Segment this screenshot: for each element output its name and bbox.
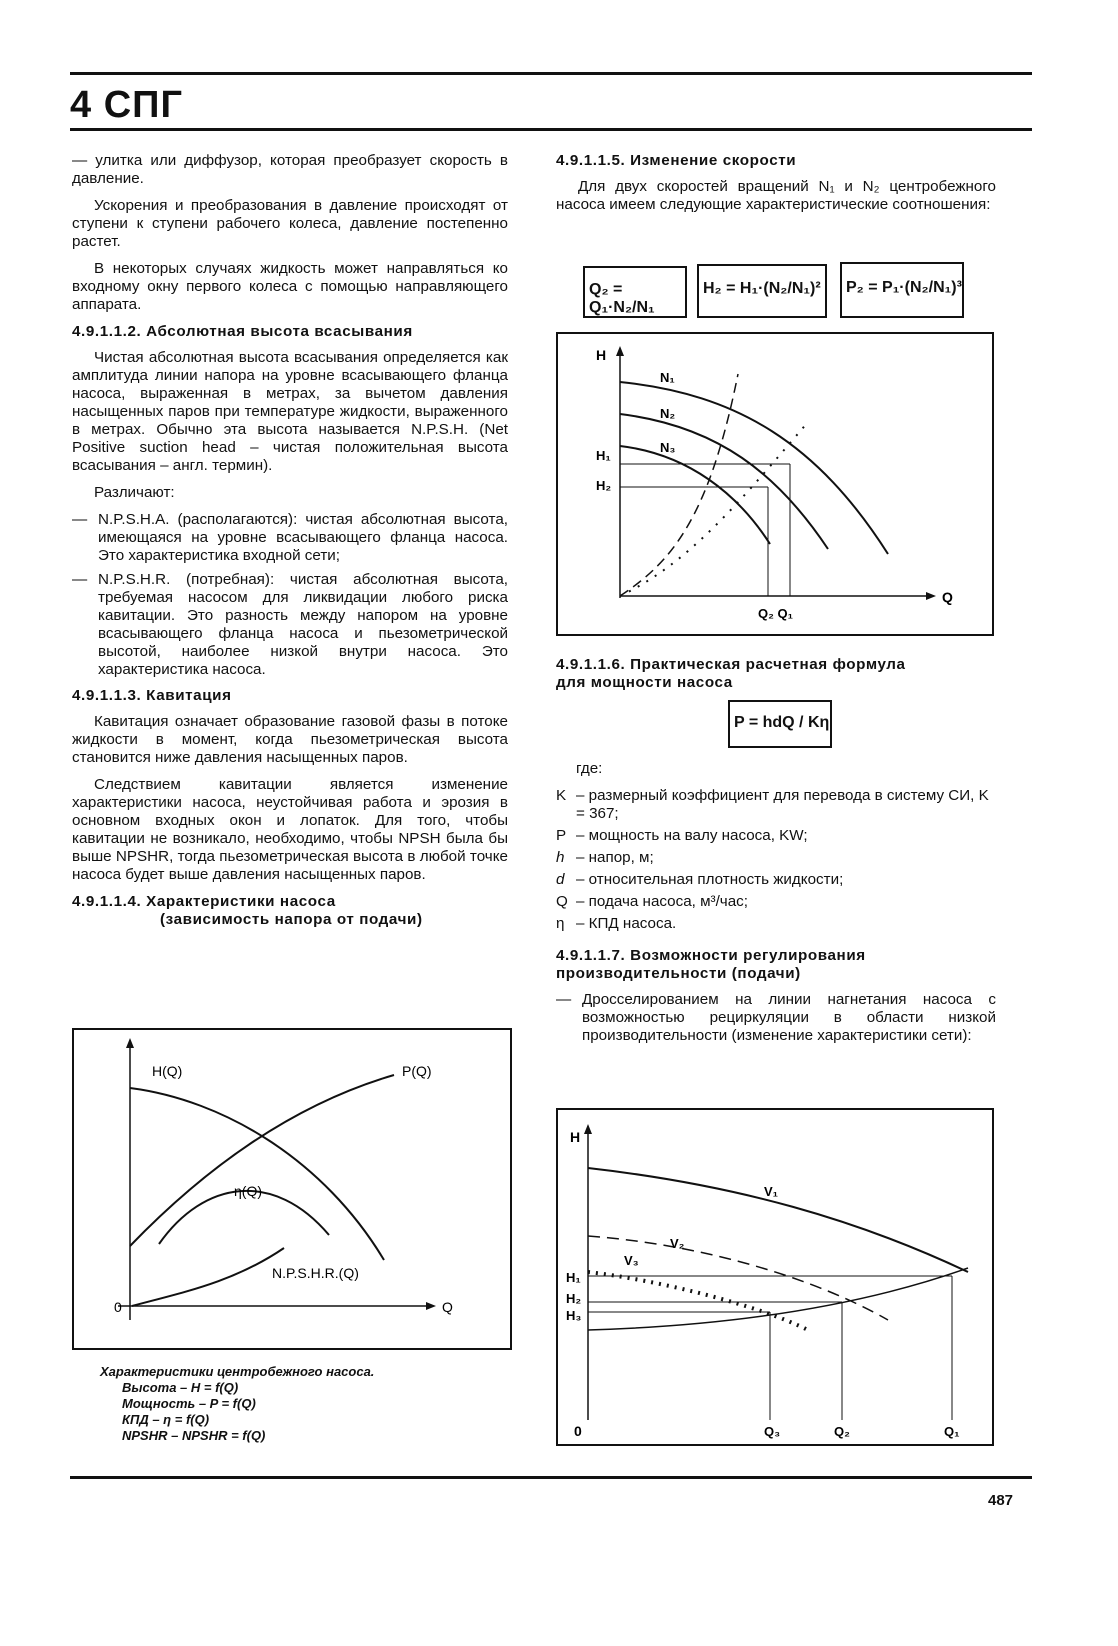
list-item: — N.P.S.H.A. (располагаются): чистая абсолютная высота, имеющаяся на уровне всасывающего фланца насоса. Это характеристика входной сети; [72,511,508,564]
list-item: — N.P.S.H.R. (потребная): чистая абсолютная высота, требуемая насосом для ликвидации любого риска кавитации. Это разность между напором на уровне всасывающего фланца насоса и пьезометрической высотой, наиболее низкой внутри насоса. Это характеристика насоса. [72,571,508,678]
def-row: Q – подача насоса, м³/час; [556,893,748,910]
left-column [72,152,508,937]
system-curve [588,1268,968,1330]
formula-p: P₂ = P₁·(N₂/N₁)³ [840,262,964,318]
paragraph: Следствием кавитации является изменение характеристики насоса, неустойчивая работа и эрозия в основном входных окон и лопаток. Для того, чтобы кавитации не возникало, необходимо, чтобы NPSH была бы выше NPSHR, тогда пьезометрическая высота в любой точке насоса будет выше давления насыщенных паров. [72,776,508,883]
paragraph: Кавитация означает образование газовой фазы в потоке жидкости в момент, когда пьезометрическая высота становится ниже давления насыщенных паров. [72,713,508,766]
power-formula: P = hdQ / Kη [728,700,832,748]
v2-curve [588,1236,888,1320]
header-rule [70,128,1032,131]
section-heading: 4.9.1.1.6. Практическая расчетная формула для мощности насоса [556,656,906,691]
svg-text:V₃: V₃ [624,1253,639,1268]
pq-label: P(Q) [402,1063,432,1079]
page-number: 487 [988,1492,1014,1509]
def-row: η – КПД насоса. [556,915,677,932]
svg-text:H₂: H₂ [596,478,612,493]
section-heading: 4.9.1.1.4. Характеристики насоса (зависимость напора от подачи) [72,893,423,928]
q-axis-label: Q [442,1299,453,1315]
svg-text:Q₃: Q₃ [764,1424,781,1439]
svg-text:Q₁: Q₁ [944,1424,960,1439]
pq-curve [130,1075,394,1246]
right-column [556,152,996,223]
paragraph: — улитка или диффузор, которая преобразует скорость в давление. [72,152,508,187]
svg-text:N₃: N₃ [660,440,676,455]
paragraph: Ускорения и преобразования в давление происходят от ступени к ступени рабочего колеса, давление постепенно растет. [72,197,508,250]
svg-text:0: 0 [574,1423,582,1439]
svg-text:N₂: N₂ [660,406,676,421]
section-heading: 4.9.1.1.5. Изменение скорости [556,152,797,169]
svg-text:Q₂ Q₁: Q₂ Q₁ [758,606,793,621]
svg-text:H₁: H₁ [566,1270,581,1285]
system-curve-1 [620,374,738,596]
def-row: h – напор, м; [556,849,654,866]
svg-text:N₁: N₁ [660,370,675,385]
speed-change-chart [556,332,994,636]
section-heading: 4.9.1.1.7. Возможности регулирования производительности (подачи) [556,947,866,982]
paragraph: Различают: [94,484,175,501]
npshr-label: N.P.S.H.R.(Q) [272,1265,359,1281]
def-row: K – размерный коэффициент для перевода в систему СИ, K = 367; [556,787,989,822]
svg-text:V₂: V₂ [670,1236,685,1251]
hq-curve [130,1088,384,1260]
top-rule [70,72,1032,75]
svg-text:V₁: V₁ [764,1184,779,1199]
paragraph: Чистая абсолютная высота всасывания определяется как амплитуда линии напора на уровне всасывающего фланца насоса, выраженная в метрах, за вычетом давления насыщенных паров при температуре жидкости, выраженного в метрах. Обычно эта высота называется N.P.S.H. (Net Positive suction head – чистая положительная высота всасывания – англ. термин). [72,349,508,474]
svg-text:H: H [570,1129,581,1145]
system-curve-2 [620,422,808,596]
npshr-curve [132,1248,284,1306]
svg-text:H₁: H₁ [596,448,611,463]
def-row: d – относительная плотность жидкости; [556,871,844,888]
def-row: P – мощность на валу насоса, KW; [556,827,808,844]
section-heading: 4.9.1.1.3. Кавитация [72,687,232,704]
hq-label: H(Q) [152,1063,183,1079]
footer-rule [70,1476,1032,1479]
svg-text:H: H [596,347,607,363]
section-heading: 4.9.1.1.2. Абсолютная высота всасывания [72,323,413,340]
paragraph: В некоторых случаях жидкость может направляться ко входному окну первого колеса с помощью направляющего аппарата. [72,260,508,313]
origin-label: 0 [114,1299,122,1315]
definitions [556,760,996,1051]
throttling-chart [556,1108,994,1446]
pump-characteristics-chart [72,1028,512,1350]
list-item: — Дросселированием на линии нагнетания насоса с возможностью рециркуляции в области низкой производительности (изменение характеристики сети): [556,991,996,1044]
eta-label: η(Q) [234,1183,262,1199]
where-label: где: [576,760,603,777]
svg-text:Q₂: Q₂ [834,1424,850,1439]
svg-text:H₃: H₃ [566,1308,582,1323]
chapter-title: 4 СПГ [70,84,183,126]
paragraph: Для двух скоростей вращений N₁ и N₂ центробежного насоса имеем следующие характеристические соотношения: [556,178,996,213]
svg-text:H₂: H₂ [566,1291,582,1306]
right-column-lower [556,648,996,700]
v3-curve [588,1272,808,1330]
formula-q: Q₂ = Q₁·N₂/N₁ [583,266,687,318]
svg-text:Q: Q [942,589,953,605]
formula-h: H₂ = H₁·(N₂/N₁)² [697,264,827,318]
chart-caption: Характеристики центробежного насоса. Высота – H = f(Q) Мощность – P = f(Q) КПД – η = f(Q) NPSHR – NPSHR = f(Q) [100,1364,375,1443]
